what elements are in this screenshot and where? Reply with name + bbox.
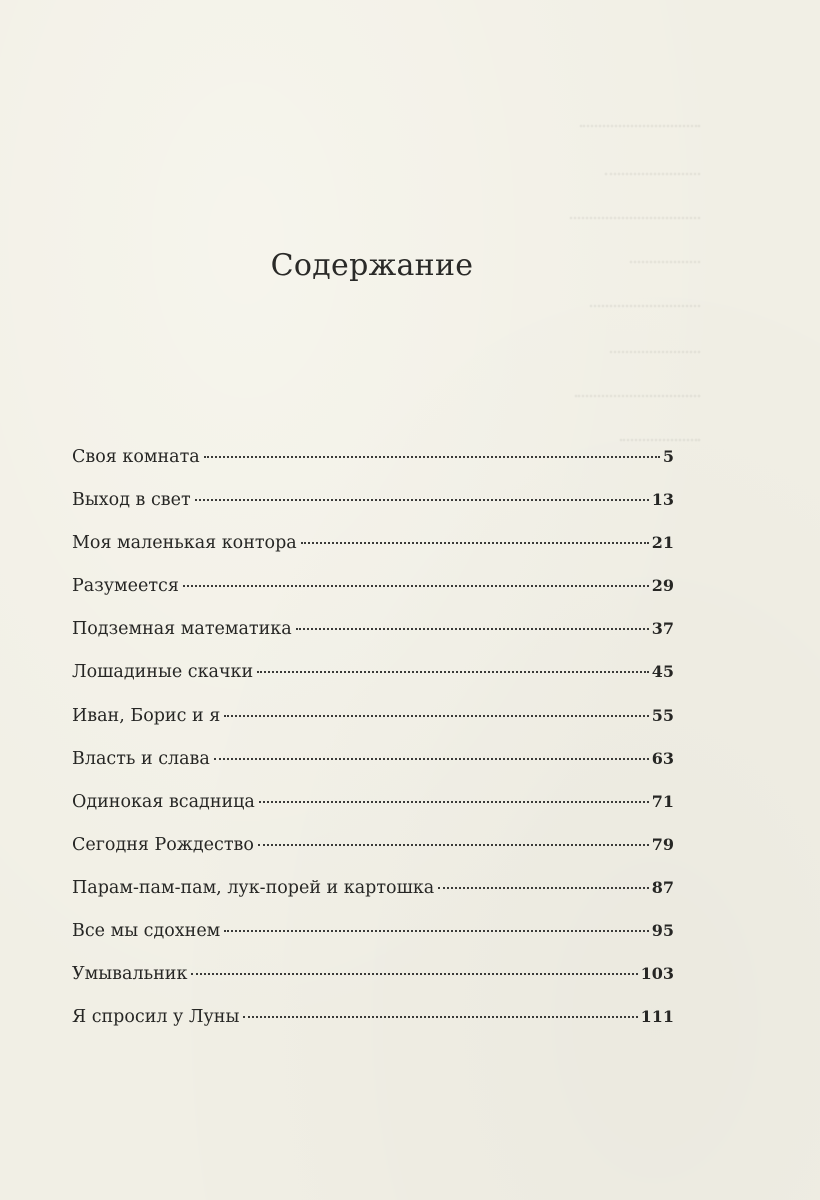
dot-leader xyxy=(259,801,649,803)
dot-leader xyxy=(195,499,649,501)
dot-leader xyxy=(301,542,649,544)
toc-entry[interactable] xyxy=(72,490,674,533)
toc-entry-page-number: 5 xyxy=(662,447,674,466)
dot-leader xyxy=(183,585,649,587)
toc-entry-page-number: 71 xyxy=(651,791,674,811)
toc-entry-page-number: 103 xyxy=(640,964,674,984)
dot-leader xyxy=(204,456,660,458)
toc-entry-title: Разумеется xyxy=(72,576,179,597)
toc-entry-page-number: 55 xyxy=(651,705,674,725)
toc-entry[interactable] xyxy=(72,1007,674,1050)
dot-leader xyxy=(257,671,649,673)
toc-entry-title: Я спросил у Луны xyxy=(72,1007,240,1028)
toc-entry[interactable] xyxy=(72,662,674,705)
toc-entry[interactable] xyxy=(72,447,674,490)
toc-entry[interactable] xyxy=(72,706,674,749)
toc-entry-page-number: 95 xyxy=(651,921,674,941)
toc-entry[interactable] xyxy=(72,792,674,835)
toc-entry-page-number: 37 xyxy=(651,619,674,639)
toc-entry-title: Парам-пам-пам, лук-порей и картошка xyxy=(72,877,435,898)
toc-entry[interactable] xyxy=(72,749,674,792)
toc-entry-title: Умывальник xyxy=(72,964,188,985)
dot-leader xyxy=(214,758,649,760)
toc-entry-page-number: 63 xyxy=(651,748,674,768)
toc-entry[interactable] xyxy=(72,576,674,619)
toc-entry-title: Власть и слава xyxy=(72,748,210,769)
toc-entry-title: Лошадиные скачки xyxy=(72,662,254,683)
toc-entry[interactable] xyxy=(72,835,674,878)
table-of-contents xyxy=(72,447,674,1050)
page-title: Содержание xyxy=(270,248,474,284)
dot-leader xyxy=(258,844,649,846)
toc-entry-page-number: 45 xyxy=(651,662,674,682)
dot-leader xyxy=(191,973,637,975)
toc-entry-title: Подземная математика xyxy=(72,619,292,640)
toc-entry[interactable] xyxy=(72,878,674,921)
dot-leader xyxy=(224,715,649,717)
toc-entry-title: Одинокая всадница xyxy=(72,791,255,812)
toc-entry[interactable] xyxy=(72,533,674,576)
toc-entry-page-number: 87 xyxy=(651,877,674,897)
toc-entry-title: Все мы сдохнем xyxy=(72,921,221,942)
toc-entry[interactable] xyxy=(72,964,674,1007)
toc-entry-page-number: 111 xyxy=(640,1007,674,1027)
dot-leader xyxy=(224,930,648,932)
toc-entry-page-number: 21 xyxy=(651,533,674,553)
toc-entry-page-number: 29 xyxy=(651,576,674,596)
toc-entry-page-number: 13 xyxy=(651,490,674,510)
toc-entry-title: Сегодня Рождество xyxy=(72,834,254,855)
dot-leader xyxy=(296,628,649,630)
toc-entry-title: Моя маленькая контора xyxy=(72,533,297,554)
toc-entry[interactable] xyxy=(72,619,674,662)
toc-entry-title: Иван, Борис и я xyxy=(72,705,221,726)
toc-entry-page-number: 79 xyxy=(651,834,674,854)
dot-leader xyxy=(243,1016,637,1018)
dot-leader xyxy=(438,887,649,889)
toc-entry-title: Своя комната xyxy=(72,447,200,467)
toc-entry[interactable] xyxy=(72,921,674,964)
toc-entry-title: Выход в свет xyxy=(72,490,191,511)
